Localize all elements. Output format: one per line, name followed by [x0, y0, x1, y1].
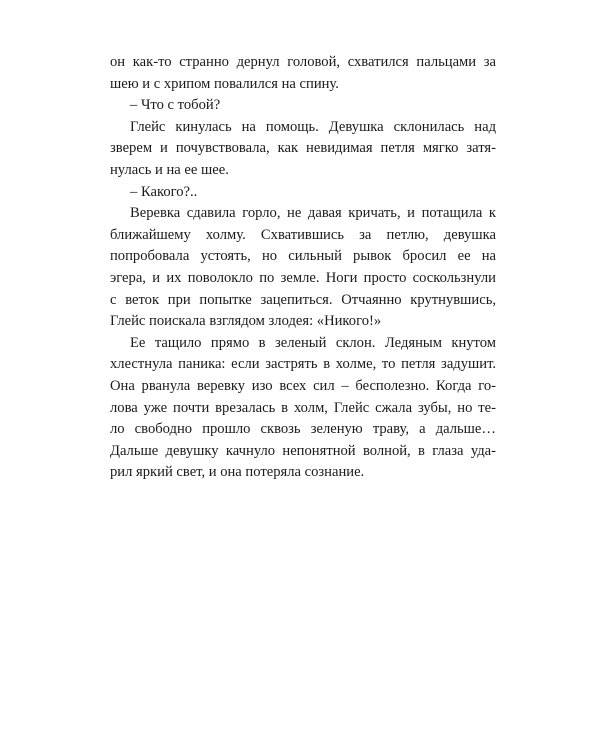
paragraph	[110, 333, 496, 484]
text-line: зверем и почувствовала, как невидимая петля мягко затя-	[110, 140, 496, 157]
text-line: шею и с хрипом повалился на спину.	[110, 75, 339, 92]
text-line: ло свободно прошло сквозь зеленую траву, а дальше…	[110, 421, 496, 438]
text-line: рил яркий свет, и она потеряла сознание.	[110, 464, 365, 481]
paragraph	[110, 117, 496, 182]
text-line: лова уже почти врезалась в холм, Глейс сжала зубы, но те-	[110, 399, 496, 416]
text-line: Глейс поискала взглядом злодея: «Никого!»	[110, 313, 382, 330]
text-line: попробовала устоять, но сильный рывок бросил ее на	[110, 248, 496, 265]
text-line: эгера, и их поволокло по земле. Ноги просто соскользнули	[110, 269, 496, 286]
text-line: с веток при попытке зацепиться. Отчаянно крутнувшись,	[110, 291, 496, 308]
text-line: Она рванула веревку изо всех сил – бесполезно. Когда го-	[110, 377, 496, 394]
text-line: Веревка сдавила горло, не давая кричать, и потащила к	[130, 205, 496, 222]
text-line: ближайшему холму. Схватившись за петлю, девушка	[110, 226, 496, 243]
text-line: Глейс кинулась на помощь. Девушка склонилась над	[130, 118, 496, 135]
text-line: хлестнула паника: если застрять в холме, то петля задушит.	[110, 356, 496, 373]
text-line: Дальше девушку качнуло непонятной волной, в глаза уда-	[110, 442, 496, 459]
text-line: он как-то странно дернул головой, схватился пальцами за	[110, 54, 496, 70]
paragraph	[110, 182, 496, 204]
text-line: – Что с тобой?	[130, 97, 221, 114]
text-line: нулась и на ее шее.	[110, 161, 229, 178]
text-line: Ее тащило прямо в зеленый склон. Ледяным кнутом	[130, 334, 496, 351]
paragraph	[110, 203, 496, 333]
text-line: – Какого?..	[130, 183, 198, 200]
body-text	[110, 52, 496, 484]
paragraph	[110, 95, 496, 117]
paragraph	[110, 52, 496, 95]
